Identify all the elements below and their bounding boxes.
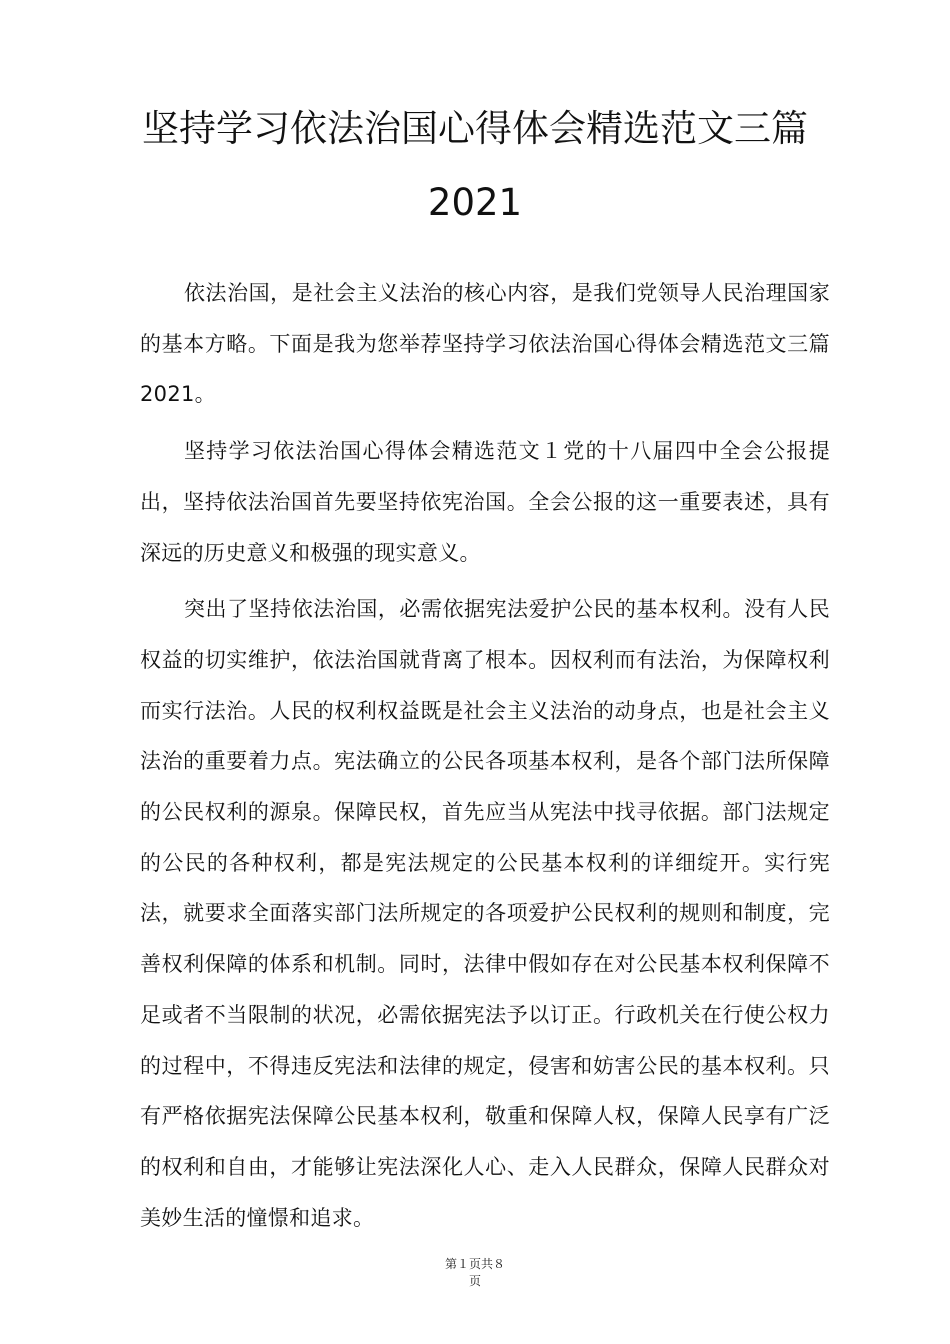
page-number-line-2: 页 — [468, 1274, 481, 1288]
page-number-line-1: 第１页共８ — [444, 1257, 505, 1271]
page-number-footer — [400, 1256, 550, 1290]
document-title: 坚持学习依法治国心得体会精选范文三篇2021 — [142, 107, 808, 224]
paragraph-essay-one-opening: 坚持学习依法治国心得体会精选范文１党的十八届四中全会公报提出，坚持依法治国首先要坚持依宪治国。全会公报的这一重要表述，具有深远的历史意义和极强的现实意义。 — [140, 439, 830, 565]
document-body — [140, 268, 830, 1249]
paragraph-constitution-rights: 突出了坚持依法治国，必需依据宪法爱护公民的基本权利。没有人民权益的切实维护，依法治国就背离了根本。因权利而有法治，为保障权利而实行法治。人民的权利权益既是社会主义法治的动身点，也是社会主义法治的重要着力点。宪法确立的公民各项基本权利，是各个部门法所保障的公民权利的源泉。保障民权，首先应当从宪法中找寻依据。部门法规定的公民的各种权利，都是宪法规定的公民基本权利的详细绽开。实行宪法，就要求全面落实部门法所规定的各项爱护公民权利的规则和制度，完善权利保障的体系和机制。同时，法律中假如存在对公民基本权利保障不足或者不当限制的状况，必需依据宪法予以订正。行政机关在行使公权力的过程中，不得违反宪法和法律的规定，侵害和妨害公民的基本权利。只有严格依据宪法保障公民基本权利，敬重和保障人权，保障人民享有广泛的权利和自由，才能够让宪法深化人心、走入人民群众，保障人民群众对美妙生活的憧憬和追求。 — [140, 597, 830, 1230]
paragraph-intro: 依法治国，是社会主义法治的核心内容，是我们党领导人民治理国家的基本方略。下面是我为您举荐坚持学习依法治国心得体会精选范文三篇2021。 — [140, 281, 830, 407]
